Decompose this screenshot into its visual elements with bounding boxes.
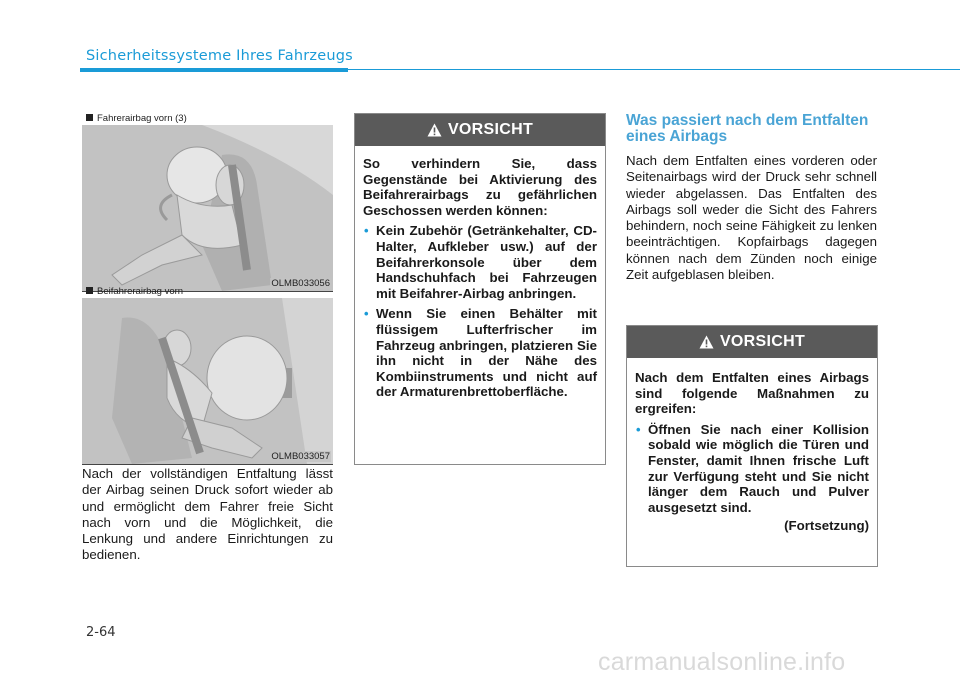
left-paragraph: Nach der vollständigen Entfaltung lässt der Airbag seinen Druck sofort wieder ab und ermöglicht dem Fahrer freie Sicht nach vorn und die Möglichkeit, die Lenkung und andere Einrichtungen zu bedienen. xyxy=(82,466,333,563)
watermark: carmanualsonline.info xyxy=(598,648,846,676)
section-paragraph: Nach dem Entfalten eines vorderen oder Seitenairbags wird der Druck sehr schnell wieder abgelassen. Das Entfalten des Airbags soll weder die Sicht des Fahrers behindern, noch seine Fähigkeit zu lenken beeinträchtigen. Kopfairbags dagegen können nach dem Zünden noch einige Zeit aufgeblasen bleiben. xyxy=(626,153,877,283)
figure-divider xyxy=(82,464,333,465)
caution-heading: VORSICHT xyxy=(355,114,605,146)
figure-caption: Beifahrerairbag vorn xyxy=(82,286,333,298)
figure-passenger-airbag xyxy=(82,286,333,465)
figure-code: OLMB033057 xyxy=(271,451,330,462)
figure-code: OLMB033056 xyxy=(271,278,330,289)
warning-triangle-icon xyxy=(699,335,714,349)
figure-caption: Fahrerairbag vorn (3) xyxy=(82,113,333,125)
caution-bullet: • Wenn Sie einen Behälter mit flüssigem Lufterfrischer im Fahrzeug anbringen, platzieren Sie ihn nicht in der Nähe des Kombiinstruments und nicht auf der Armaturenbrettoberfläche. xyxy=(364,306,597,400)
passenger-airbag-illustration xyxy=(82,298,333,464)
caution-heading: VORSICHT xyxy=(627,326,877,358)
square-bullet-icon xyxy=(86,287,93,294)
caution-intro: So verhindern Sie, dass Gegenstände bei Aktivierung des Beifahrerairbags zu gefährlichen Geschossen werden können: xyxy=(363,156,597,218)
continuation-note: (Fortsetzung) xyxy=(784,518,869,534)
page-number: 2-64 xyxy=(86,625,116,640)
driver-airbag-illustration xyxy=(82,125,333,291)
caution-content xyxy=(355,146,605,406)
header-rule-accent xyxy=(80,68,348,72)
caution-bullet: • Öffnen Sie nach einer Kollision sobald wie möglich die Türen und Fenster, damit Ihnen frische Luft zur Verfügung steht und Sie nicht länger dem Rauch und Pulver ausgesetzt sind. xyxy=(636,421,869,515)
caution-bullet: • Kein Zubehör (Getränkehalter, CD-Halter, Aufkleber usw.) auf der Beifahrerkonsole über dem Handschuhfach bei Fahrzeugen mit Beifahrer-Airbag anbringen. xyxy=(364,223,597,301)
header-rule xyxy=(348,69,960,70)
page-header xyxy=(80,45,960,75)
chapter-title: Sicherheitssysteme Ihres Fahrzeugs xyxy=(86,48,353,64)
bullet-dot-icon: • xyxy=(364,306,369,322)
caution-intro: Nach dem Entfalten eines Airbags sind folgende Maßnahmen zu ergreifen: xyxy=(635,370,869,417)
section-heading: Was passiert nach dem Entfalten eines Airbags xyxy=(626,112,869,145)
caution-content xyxy=(627,358,877,540)
bullet-dot-icon: • xyxy=(364,223,369,239)
caution-box-after-deployment xyxy=(626,325,878,567)
warning-triangle-icon xyxy=(427,123,442,137)
caution-box-passenger-objects xyxy=(354,113,606,465)
bullet-dot-icon: • xyxy=(636,421,641,437)
square-bullet-icon xyxy=(86,114,93,121)
figure-driver-airbag xyxy=(82,113,333,292)
